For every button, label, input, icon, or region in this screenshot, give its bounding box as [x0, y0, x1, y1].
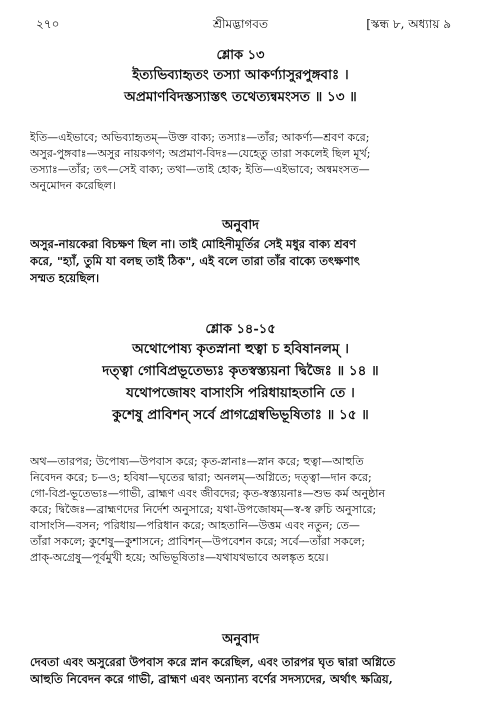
translation: [30, 654, 451, 688]
synonym-line: অসুর-পুঙ্গবাঃ—অসুর নায়কগণ; অপ্রমাণ-বিদঃ—যেহেতু তারা সকলেই ছিল মূর্খ;: [30, 147, 371, 160]
synonyms: [30, 454, 451, 566]
page-number: ২৭০: [36, 17, 60, 31]
synonym-line: প্রাক্-অগ্রেষু—পূর্বমুখী হয়ে; অভিভূষিতাঃ—যথাযথভাবে অলঙ্কৃত হয়ে।: [30, 551, 329, 564]
synonym-line: তস্যাঃ—তাঁর; তৎ—সেই বাক্য; তথা—তাই হোক; ইতি—এইভাবে; অন্বমংসত—: [30, 163, 370, 176]
section-reference: [স্কন্ধ ৮, অধ্যায় ৯: [366, 17, 451, 31]
verse-line: কুশেষু প্রাবিশন্ সর্বে প্রাগগ্রেষ্বভিভূষিতাঃ ॥ ১৫ ॥: [112, 407, 369, 423]
verse-line: দত্ত্বা গোবিপ্রভূতেভ্যঃ কৃতস্বস্ত্যয়না দ্বিজৈঃ ॥ ১৪ ॥: [102, 363, 379, 379]
verse-line: অপ্রমাণবিদস্তস্যাস্তৎ তথেত্যন্বমংসত ॥ ১৩ ॥: [124, 89, 357, 105]
book-title: শ্রীমদ্ভাগবত: [212, 17, 268, 31]
translation-line: সম্মত হয়েছিল।: [30, 271, 100, 285]
synonym-line: অনুমোদন করেছিল।: [30, 179, 116, 192]
verse-line: যথোপজোষং বাসাংসি পরিধায়াহতানি তে ।: [126, 385, 355, 401]
translation-line: করে, "হ্যাঁ, তুমি যা বলছ তাই ঠিক", এই বলে তারা তাঁর বাক্যে তৎক্ষণাৎ: [30, 254, 360, 268]
translation: [30, 236, 451, 287]
synonym-line: গো-বিপ্র-ভূতেভ্যঃ—গাভী, ব্রাহ্মণ এবং জীবদের; কৃত-স্বস্ত্যয়নাঃ—শুভ কর্ম অনুষ্ঠান: [30, 487, 386, 500]
synonym-line: ইতি—এইভাবে; অভিব্যাহৃতম্—উক্ত বাক্য; তস্যাঃ—তাঁর; আকর্ণ্য—শ্রবণ করে;: [30, 131, 370, 144]
synonym-line: নিবেদন করে; চ—ও; হবিষা—ঘৃতের দ্বারা; অনলম্—অগ্নিতে; দত্ত্বা—দান করে;: [30, 471, 372, 484]
synonym-line: করে; দ্বিজৈঃ—ব্রাহ্মণদের নির্দেশ অনুসারে; যথা-উপজোষম্—স্ব-স্ব রুচি অনুসারে;: [30, 503, 377, 516]
verse-text: [30, 64, 451, 108]
translation-line: দেবতা এবং অসুরেরা উপবাস করে স্নান করেছিল, এবং তারপর ঘৃত দ্বারা অগ্নিতে: [30, 655, 396, 669]
synonym-line: বাসাংসি—বসন; পরিধায়—পরিধান করে; আহতানি—উত্তম এবং নতুন; তে—: [30, 519, 360, 532]
translation-heading: অনুবাদ: [222, 632, 259, 647]
synonyms: [30, 130, 451, 194]
synonym-line: অথ—তারপর; উপোষ্য—উপবাস করে; কৃত-স্নানাঃ—স্নান করে; হুত্বা—আহুতি: [30, 455, 364, 468]
running-header: [30, 16, 451, 34]
verse-line: ইত্যভিব্যাহৃতং তস্যা আকর্ণ্যাসুরপুঙ্গবাঃ ।: [132, 67, 349, 83]
verse-heading: শ্লোক ১৪-১৫: [205, 322, 276, 337]
translation-line: আহুতি নিবেদন করে গাভী, ব্রাহ্মণ এবং অন্যান্য বর্ণের সদস্যদের, অর্থাৎ ক্ষত্রিয়,: [30, 672, 393, 686]
verse-heading: শ্লোক ১৩: [216, 48, 265, 63]
verse-line: অথোপোষ্য কৃতস্নানা হুত্বা চ হবিষানলম্ ।: [132, 341, 349, 357]
translation-line: অসুর-নায়কেরা বিচক্ষণ ছিল না। তাই মোহিনীমূর্তির সেই মধুর বাক্য শ্রবণ: [30, 237, 356, 251]
verse-text: [30, 338, 451, 426]
synonym-line: তাঁরা সকলে; কুশেষু—কুশাসনে; প্রাবিশন্—উপবেশন করে; সর্বে—তাঁরা সকলে;: [30, 535, 366, 548]
translation-heading: অনুবাদ: [222, 218, 259, 233]
